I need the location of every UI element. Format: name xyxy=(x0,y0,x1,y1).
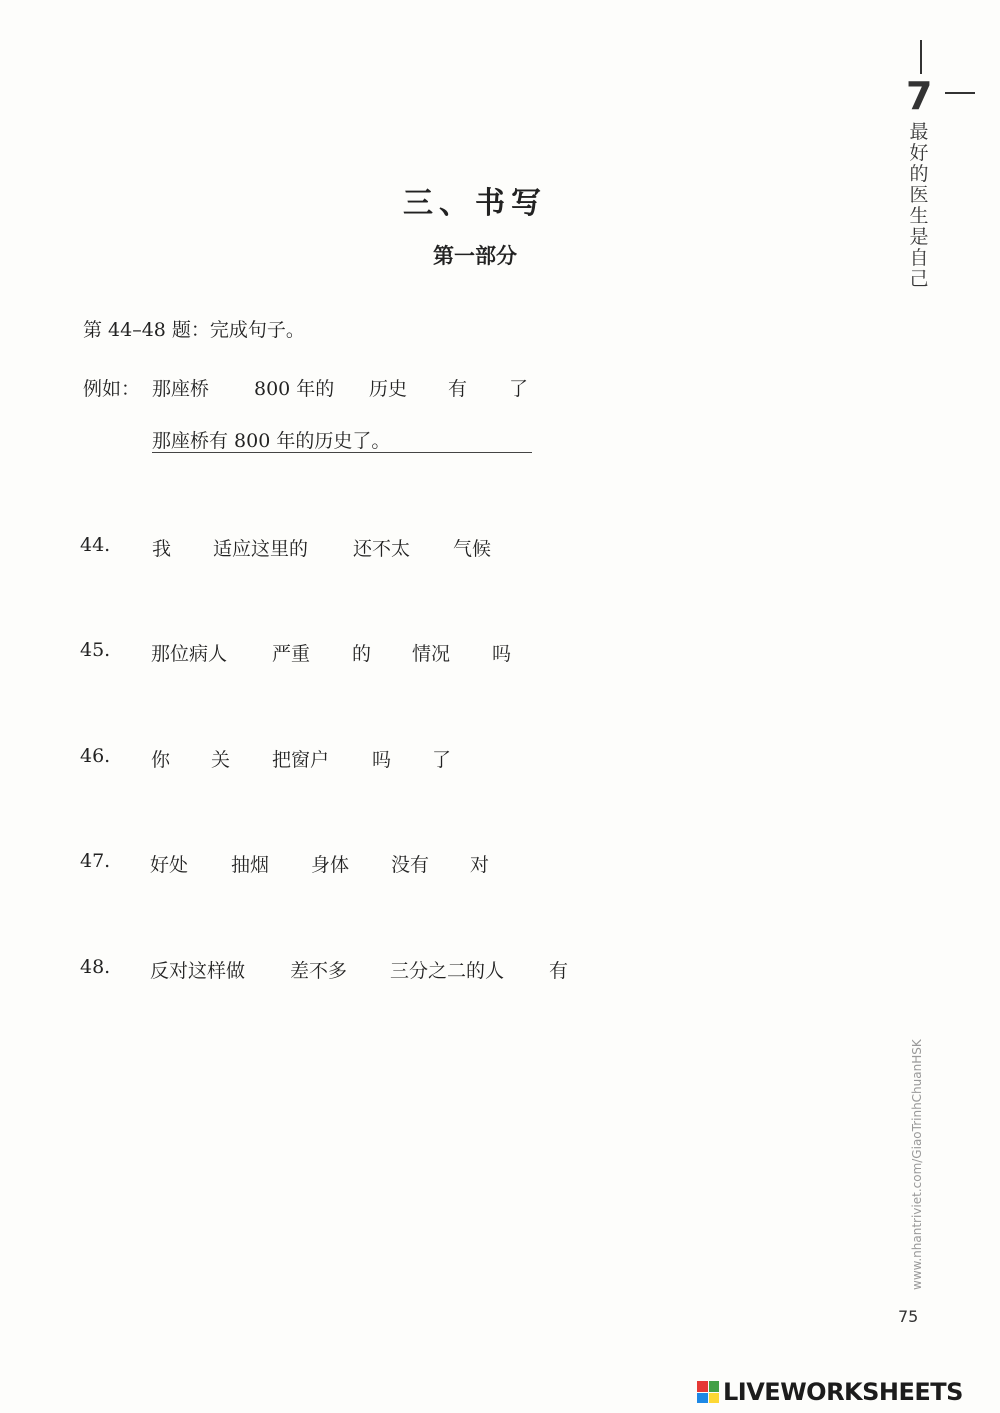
chapter-rule-horizontal xyxy=(945,92,975,94)
liveworksheets-logo-text: LIVEWORKSHEETS xyxy=(723,1378,963,1406)
question-word: 气候 xyxy=(453,538,492,560)
question-number: 45. xyxy=(80,639,111,661)
chapter-number: 7 xyxy=(906,74,933,118)
example-label: 例如： xyxy=(83,378,141,400)
question-word: 身体 xyxy=(311,854,350,876)
question-word: 吗 xyxy=(492,643,512,665)
question-word: 三分之二的人 xyxy=(390,960,505,982)
question-number: 48. xyxy=(80,956,111,978)
question-word: 我 xyxy=(152,538,172,560)
example-answer-line xyxy=(152,452,532,453)
chapter-title: 最好的医生是自己 xyxy=(909,121,929,290)
question-word: 还不太 xyxy=(353,538,411,560)
question-word: 抽烟 xyxy=(231,854,270,876)
question-word: 对 xyxy=(470,854,490,876)
question-word: 把窗户 xyxy=(272,749,330,771)
question-word: 适应这里的 xyxy=(213,538,309,560)
publisher-watermark: www.nhantriviet.com/GiaoTrinhChuanHSK xyxy=(910,1039,924,1290)
question-word: 了 xyxy=(432,749,452,771)
page-number: 75 xyxy=(898,1307,919,1326)
example-word: 有 xyxy=(448,378,468,400)
example-answer: 那座桥有 800 年的历史了。 xyxy=(152,430,391,452)
question-number: 44. xyxy=(80,534,111,556)
liveworksheets-logo-icon xyxy=(697,1381,719,1403)
question-word: 关 xyxy=(211,749,231,771)
question-word: 没有 xyxy=(391,854,430,876)
logo-square-blue xyxy=(697,1393,708,1404)
section-title: 三、书写 xyxy=(403,186,547,221)
example-word: 800 年的 xyxy=(254,378,335,400)
question-word: 反对这样做 xyxy=(150,960,246,982)
logo-square-yellow xyxy=(709,1393,720,1404)
question-word: 严重 xyxy=(272,643,311,665)
part-title: 第一部分 xyxy=(433,243,517,268)
instructions: 第 44–48 题：完成句子。 xyxy=(83,319,305,341)
question-word: 有 xyxy=(549,960,569,982)
question-word: 那位病人 xyxy=(151,643,228,665)
logo-square-red xyxy=(697,1381,708,1392)
example-word: 了 xyxy=(509,378,529,400)
question-number: 47. xyxy=(80,850,111,872)
liveworksheets-logo[interactable] xyxy=(697,1378,963,1406)
question-word: 情况 xyxy=(412,643,451,665)
chapter-rule-vertical xyxy=(920,40,922,74)
question-word: 的 xyxy=(352,643,372,665)
question-word: 你 xyxy=(151,749,171,771)
question-word: 好处 xyxy=(150,854,189,876)
question-word: 差不多 xyxy=(290,960,348,982)
example-word: 那座桥 xyxy=(152,378,210,400)
question-number: 46. xyxy=(80,745,111,767)
example-word: 历史 xyxy=(369,378,408,400)
logo-square-green xyxy=(709,1381,720,1392)
question-word: 吗 xyxy=(372,749,392,771)
